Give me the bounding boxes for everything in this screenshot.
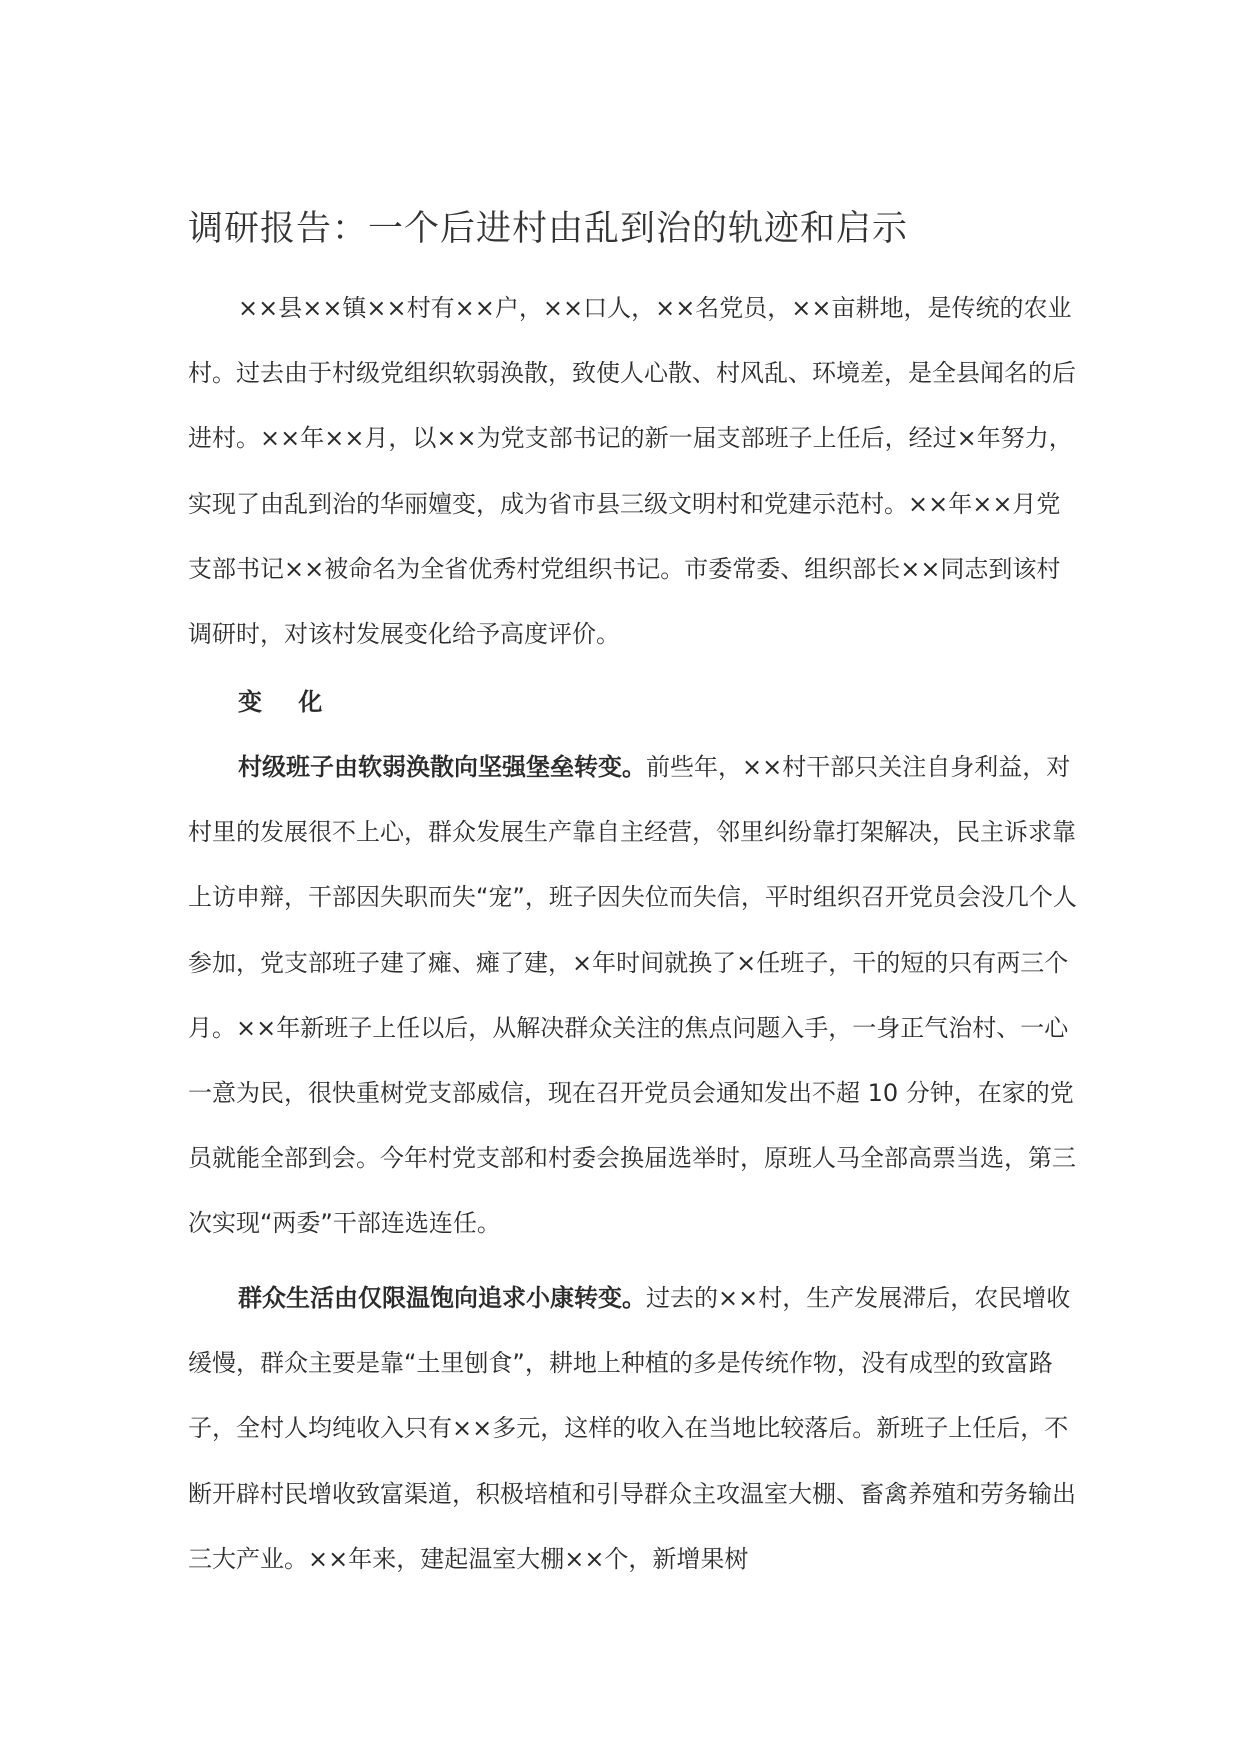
section-paragraph-leadership: [188, 735, 1078, 1257]
document-title: 调研报告：一个后进村由乱到治的轨迹和启示: [188, 209, 909, 249]
intro-paragraph: ××县××镇××村有××户，××口人，××名党员，××亩耕地，是传统的农业村。过去由于村级党组织软弱涣散，致使人心散、村风乱、环境差，是全县闻名的后进村。××年××月，以××为党支部书记的新一届支部班子上任后，经过×年努力，实现了由乱到治的华丽嬗变，成为省市县三级文明村和党建示范村。××年××月党支部书记××被命名为全省优秀村党组织书记。市委常委、组织部长××同志到该村调研时，对该村发展变化给予高度评价。: [188, 294, 1076, 649]
paragraph-body-text: 过去的××村，生产发展滞后，农民增收缓慢，群众主要是靠“土里刨食”，耕地上种植的多是传统作物，没有成型的致富路子，全村人均纯收入只有××多元，这样的收入在当地比较落后。新班子上任后，不断开辟村民增收致富渠道，积极培植和引导群众主攻温室大棚、畜禽养殖和劳务输出三大产业。××年来，建起温室大棚××个，新增果树: [188, 1284, 1076, 1573]
paragraph-lead-text: 群众生活由仅限温饱向追求小康转变。: [238, 1284, 646, 1312]
paragraph-lead-text: 村级班子由软弱涣散向坚强堡垒转变。: [238, 753, 646, 781]
paragraph-body-text: 前些年，××村干部只关注自身利益，对村里的发展很不上心，群众发展生产靠自主经营，邻里纠纷靠打架解决，民主诉求靠上访申辩，干部因失职而失“宠”，班子因失位而失信，平时组织召开党员会没几个人参加，党支部班子建了瘫、瘫了建，×年时间就换了×任班子，干的短的只有两三个月。××年新班子上任以后，从解决群众关注的焦点问题入手，一身正气治村、一心一意为民，很快重树党支部威信，现在召开党员会通知发出不超 10 分钟，在家的党员就能全部到会。今年村党支部和村委会换届选举时，原班人马全部高票当选，第三次实现“两委”干部连选连任。: [188, 753, 1077, 1238]
section-heading: 变 化: [238, 688, 337, 716]
section-paragraph-livelihood: [188, 1266, 1078, 1592]
